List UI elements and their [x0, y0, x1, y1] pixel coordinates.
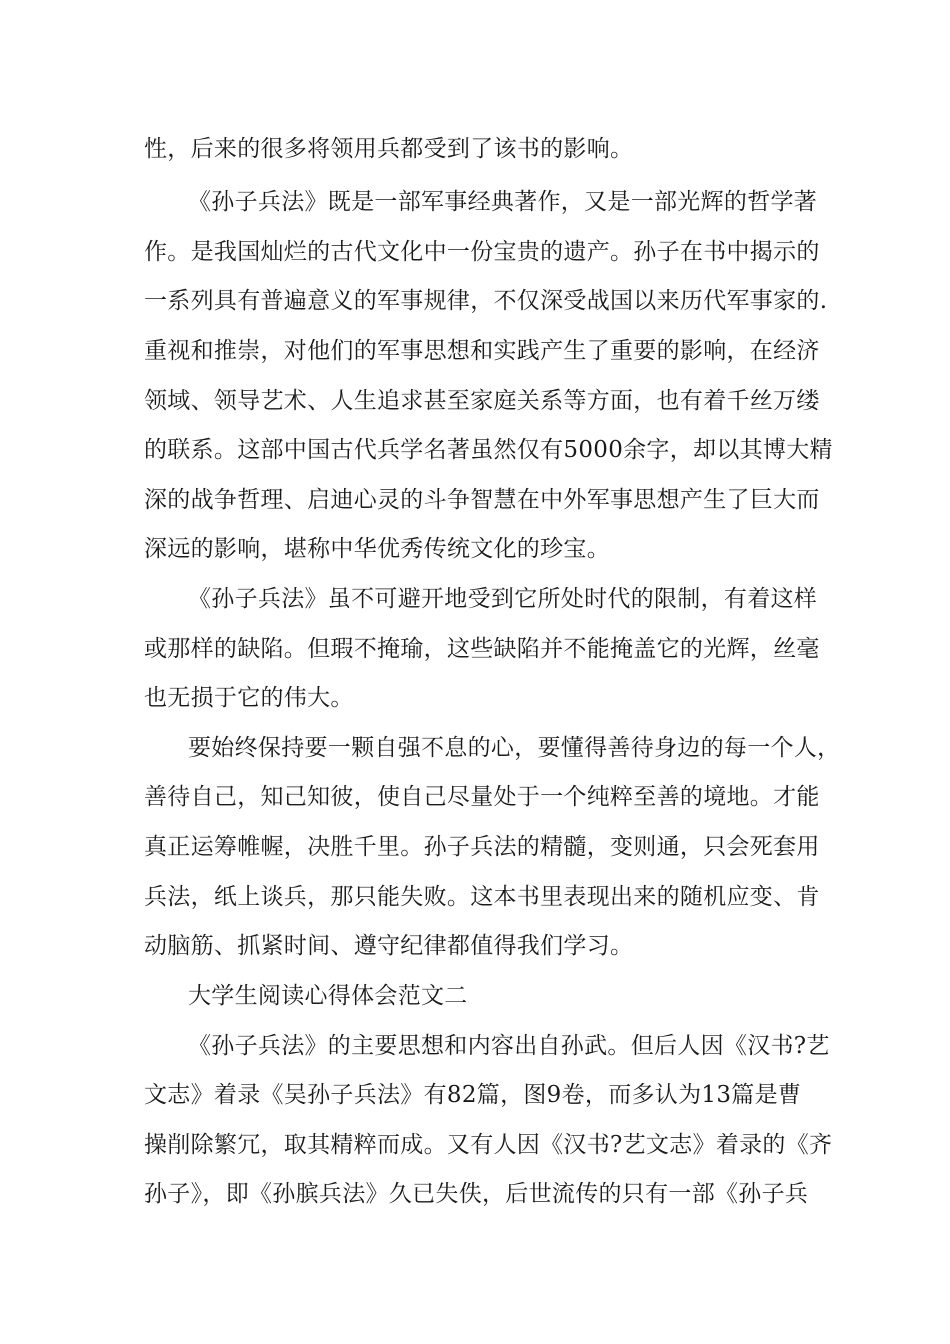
text-line: 也无损于它的伟大。 [144, 685, 354, 711]
section-heading: 大学生阅读心得体会范文二 [188, 983, 468, 1009]
text-line: 操削除繁冗，取其精粹而成。又有人因《汉书?艺文志》着录的《齐 [144, 1132, 833, 1158]
text-line: 真正运筹帷幄，决胜千里。孙子兵法的精髓，变则通，只会死套用 [144, 834, 820, 860]
text-line: 一系列具有普遍意义的军事规律，不仅深受战国以来历代军事家的. [144, 288, 828, 314]
text-line: 或那样的缺陷。但瑕不掩瑜，这些缺陷并不能掩盖它的光辉，丝毫 [144, 636, 820, 662]
text-line: 孙子》，即《孙膑兵法》久已失佚，后世流传的只有一部《孙子兵 [144, 1181, 809, 1207]
text-line: 动脑筋、抓紧时间、遵守纪律都值得我们学习。 [144, 933, 634, 959]
text-line: 的联系。这部中国古代兵学名著虽然仅有5000余字，却以其博大精 [144, 437, 833, 463]
text-line: 深的战争哲理、启迪心灵的斗争智慧在中外军事思想产生了巨大而 [144, 487, 820, 513]
text-line: 善待自己，知己知彼，使自己尽量处于一个纯粹至善的境地。才能 [144, 784, 820, 810]
paragraph-start-line: 《孙子兵法》既是一部军事经典著作，又是一部光辉的哲学著 [188, 189, 818, 215]
text-line: 兵法，纸上谈兵，那只能失败。这本书里表现出来的随机应变、肯 [144, 884, 820, 910]
text-line: 深远的影响，堪称中华优秀传统文化的珍宝。 [144, 536, 610, 562]
text-line: 作。是我国灿烂的古代文化中一份宝贵的遗产。孙子在书中揭示的 [144, 239, 820, 265]
text-line: 性，后来的很多将领用兵都受到了该书的影响。 [144, 136, 634, 162]
text-line: 重视和推崇，对他们的军事思想和实践产生了重要的影响，在经济 [144, 338, 820, 364]
paragraph-start-line: 要始终保持要一颗自强不息的心，要懂得善待身边的每一个人， [188, 735, 841, 761]
text-line: 领域、领导艺术、人生追求甚至家庭关系等方面，也有着千丝万缕 [144, 388, 820, 414]
text-line: 文志》着录《吴孙子兵法》有82篇，图9卷，而多认为13篇是曹 [144, 1082, 802, 1108]
paragraph-start-line: 《孙子兵法》的主要思想和内容出自孙武。但后人因《汉书?艺 [188, 1033, 830, 1059]
paragraph-start-line: 《孙子兵法》虽不可避开地受到它所处时代的限制，有着这样 [188, 586, 818, 612]
